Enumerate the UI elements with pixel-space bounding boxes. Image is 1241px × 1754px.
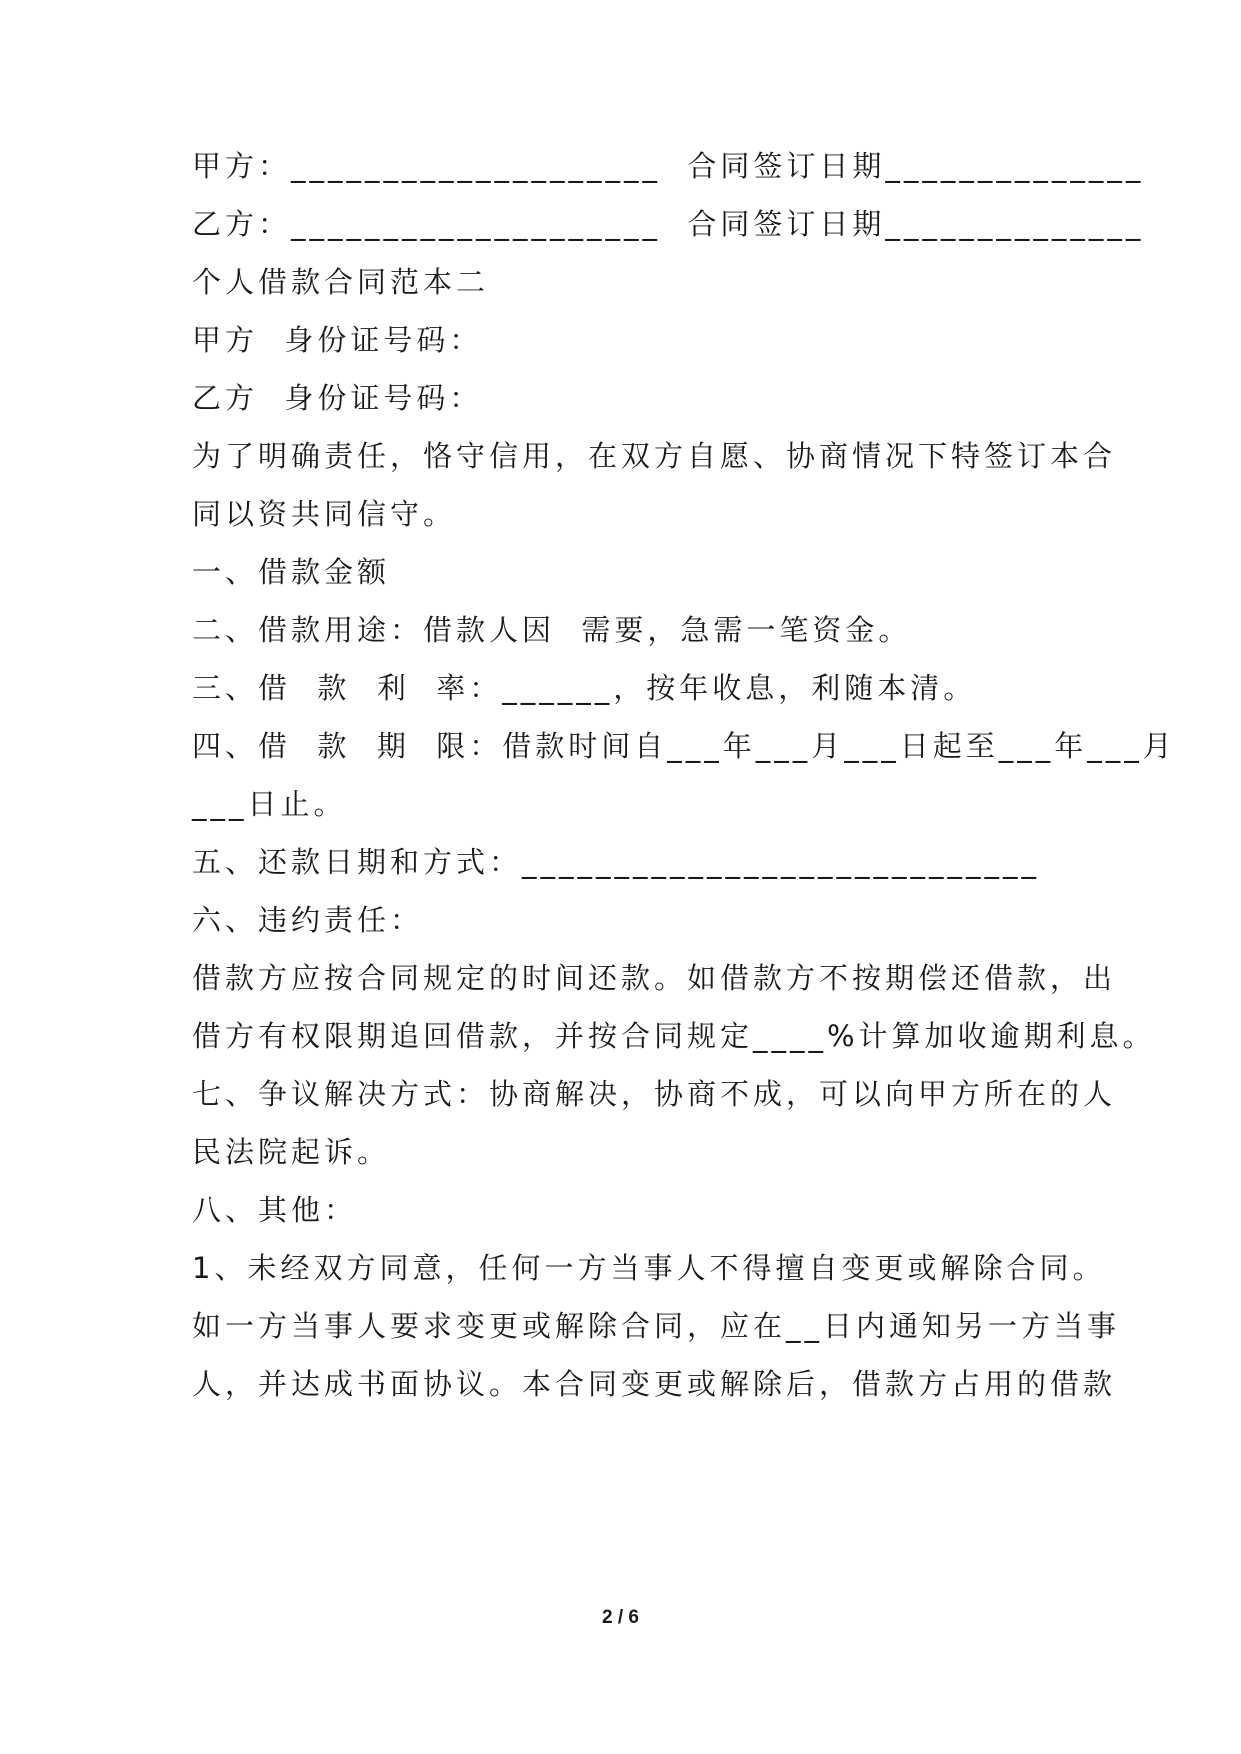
party-a-signing-line: 甲方：____________________ 合同签订日期______________ xyxy=(192,149,1145,183)
clause-6-line-2: 借方有权限期追回借款，并按合同规定____%计算加收逾期利息。 xyxy=(192,1019,1156,1053)
clause-6-heading: 六、违约责任： xyxy=(192,903,424,937)
clause-8-item-1-line-3: 人，并达成书面协议。本合同变更或解除后，借款方占用的借款 xyxy=(192,1367,1117,1401)
clause-8-item-1: 1、未经双方同意，任何一方当事人不得擅自变更或解除合同。 xyxy=(192,1251,1106,1285)
preamble-line-1: 为了明确责任，恪守信用，在双方自愿、协商情况下特签订本合 xyxy=(192,439,1117,473)
clause-1: 一、借款金额 xyxy=(192,555,391,589)
clause-4-line-1: 四、借 款 期 限：借款时间自___年___月___日起至___年___月 xyxy=(192,729,1176,763)
party-b-id-line: 乙方 身份证号码： xyxy=(192,381,483,415)
clause-8-heading: 八、其他： xyxy=(192,1193,358,1227)
preamble-line-2: 同以资共同信守。 xyxy=(192,497,457,531)
clause-3: 三、借 款 利 率：______，按年收息，利随本清。 xyxy=(192,671,977,705)
party-b-signing-line: 乙方：____________________ 合同签订日期______________ xyxy=(192,207,1145,241)
clause-7-line-2: 民法院起诉。 xyxy=(192,1135,391,1169)
page-number: 2 / 6 xyxy=(602,1607,639,1628)
section-heading: 个人借款合同范本二 xyxy=(192,265,490,299)
clause-4-line-2: ___日止。 xyxy=(192,787,347,821)
clause-5: 五、还款日期和方式：____________________________ xyxy=(192,845,1041,879)
clause-8-item-1-line-2: 如一方当事人要求变更或解除合同，应在__日内通知另一方当事 xyxy=(192,1309,1121,1343)
clause-7-line-1: 七、争议解决方式：协商解决，协商不成，可以向甲方所在的人 xyxy=(192,1077,1117,1111)
clause-2: 二、借款用途：借款人因 需要，急需一笔资金。 xyxy=(192,613,912,647)
clause-6-line-1: 借款方应按合同规定的时间还款。如借款方不按期偿还借款，出 xyxy=(192,961,1117,995)
party-a-id-line: 甲方 身份证号码： xyxy=(192,323,483,357)
